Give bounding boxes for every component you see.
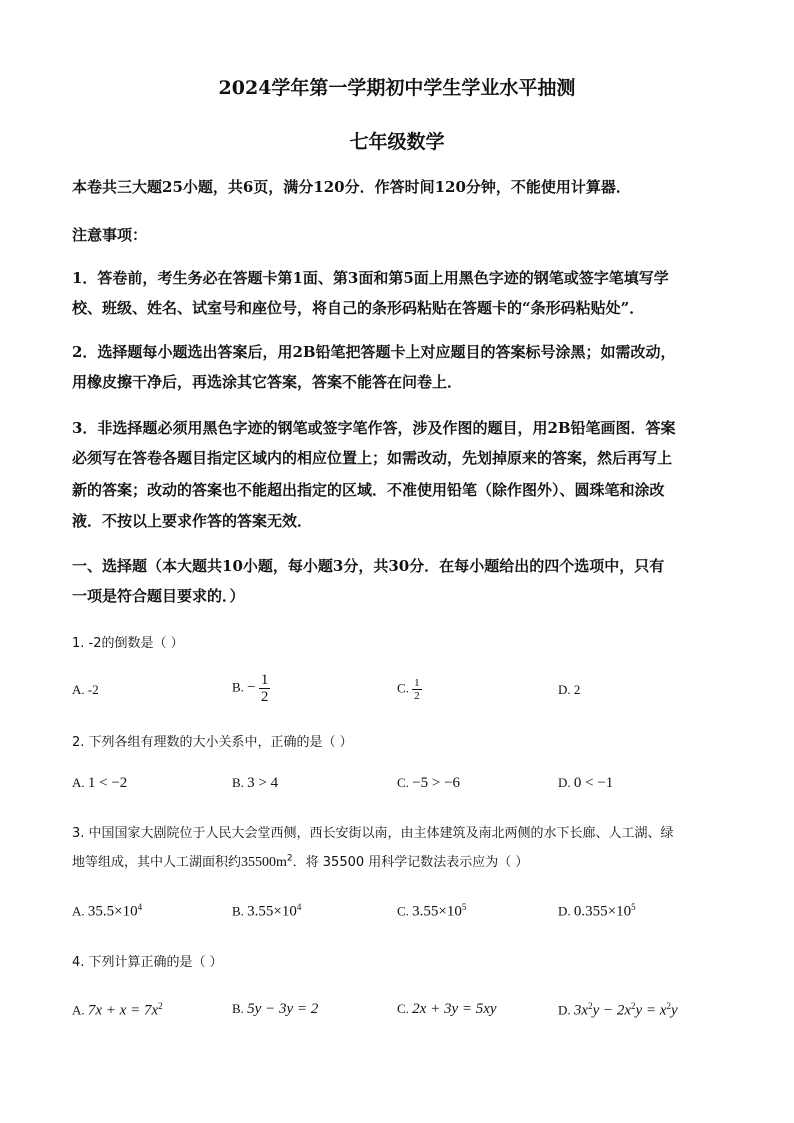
math-expression: −5 > −6 xyxy=(412,775,461,791)
minus-sign: − xyxy=(247,679,256,696)
q3-option-b xyxy=(232,902,301,920)
section-heading-cont: 一项是符合题目要求的．） xyxy=(72,587,245,605)
math-expression: 1 < −2 xyxy=(87,775,128,791)
numerator: 1 xyxy=(414,677,420,689)
q1-option-c xyxy=(397,677,422,702)
question-2-stem: 2. 下列各组有理数的大小关系中，正确的是（ ） xyxy=(72,735,353,750)
math-expression: 2x + 3y = 5xy xyxy=(412,1001,497,1017)
note-line: 液．不按以上要求作答的答案无效． xyxy=(72,512,313,530)
math-expression: y = x xyxy=(635,1002,667,1019)
q4-option-a xyxy=(72,1001,163,1019)
q2-option-d xyxy=(558,775,613,792)
math-expression: y − 2x xyxy=(592,1002,631,1019)
question-4-stem: 4. 下列计算正确的是（ ） xyxy=(72,955,223,970)
math-expression: 3.55×10 xyxy=(412,903,462,920)
q3-option-c xyxy=(397,902,466,920)
q2-option-b xyxy=(232,775,278,792)
q1-option-a: A. -2 xyxy=(72,682,99,697)
note-line: 必须写在答卷各题目指定区域内的相应位置上；如需改动，先划掉原来的答案，然后再写上 xyxy=(72,449,673,467)
option-label: A. xyxy=(72,1002,85,1018)
exponent: 2 xyxy=(588,1001,593,1011)
q4-option-c xyxy=(397,1001,497,1018)
exponent: 2 xyxy=(631,1001,636,1011)
q4-option-b xyxy=(232,1001,318,1018)
exam-subtitle: 七年级数学 xyxy=(349,131,445,153)
denominator: 2 xyxy=(260,689,269,705)
exponent: 4 xyxy=(137,902,143,912)
math-expression: 3 > 4 xyxy=(247,775,279,791)
question-3-stem: 3. 中国国家大剧院位于人民大会堂西侧，西长安街以南，由主体建筑及南北两侧的水下长廊、人工湖、绿 xyxy=(72,826,674,841)
exam-title: 2024学年第一学期初中学生学业水平抽测 xyxy=(218,77,576,99)
section-heading: 一、选择题（本大题共10小题，每小题3分，共30分．在每小题给出的四个选项中，只有 xyxy=(72,557,665,575)
q3-option-a xyxy=(72,902,142,920)
exponent: 4 xyxy=(296,902,302,912)
option-label: C. xyxy=(397,680,409,696)
note-line: 校、班级、姓名、试室号和座位号，将自己的条形码粘贴在答题卡的“条形码粘贴处”． xyxy=(72,299,645,317)
math-expression: 7x + x = 7x xyxy=(87,1002,159,1019)
math-expression: 5y − 3y = 2 xyxy=(247,1001,319,1017)
question-3-stem-cont xyxy=(72,851,528,871)
q1-option-d: D. 2 xyxy=(558,682,581,697)
stem-text: ．将 35500 用科学记数法表示应为（ ） xyxy=(292,855,529,870)
math-expression: 3x xyxy=(573,1002,589,1019)
math-expression: 0 < −1 xyxy=(573,775,614,791)
notes-heading: 注意事项： xyxy=(72,226,148,244)
math-expression: 3.55×10 xyxy=(247,903,297,920)
math-expression: 0.355×10 xyxy=(573,903,632,920)
note-line: 用橡皮擦干净后，再选涂其它答案，答案不能答在问卷上． xyxy=(72,373,463,391)
q4-option-d xyxy=(558,1001,678,1019)
note-line: 3．非选择题必须用黑色字迹的钢笔或签字笔作答，涉及作图的题目，用2B铅笔画图．答案 xyxy=(72,419,676,437)
q2-option-c xyxy=(397,775,460,792)
denominator: 2 xyxy=(414,690,420,702)
math-expression: y xyxy=(670,1002,678,1019)
exponent: 2 xyxy=(666,1001,671,1011)
numerator: 1 xyxy=(260,672,269,688)
exponent: 5 xyxy=(461,902,467,912)
option-label: B. xyxy=(232,775,244,790)
note-line: 1．答卷前，考生务必在答题卡第1面、第3面和第5面上用黑色字迹的钢笔或签字笔填写学 xyxy=(72,269,669,287)
q2-option-a xyxy=(72,775,127,792)
stem-text: 地等组成，其中人工湖面积约 xyxy=(72,855,242,870)
exponent: 2 xyxy=(286,853,293,864)
q1-option-b xyxy=(232,672,270,705)
q3-option-d xyxy=(558,902,636,920)
option-label: D. xyxy=(558,903,571,919)
option-label: B. xyxy=(232,903,244,919)
option-label: B. xyxy=(232,1001,244,1016)
exponent: 2 xyxy=(158,1001,163,1011)
exponent: 5 xyxy=(631,902,636,912)
option-label: B. xyxy=(232,679,244,695)
option-label: D. xyxy=(558,775,571,790)
option-label: D. xyxy=(558,1002,571,1018)
option-label: C. xyxy=(397,903,409,919)
area-value: 35500m xyxy=(241,855,287,870)
fraction xyxy=(412,677,422,702)
option-label: A. xyxy=(72,775,85,790)
option-label: C. xyxy=(397,775,409,790)
option-label: C. xyxy=(397,1001,409,1016)
question-1-stem: 1. -2的倒数是（ ） xyxy=(72,636,184,651)
note-line: 新的答案；改动的答案也不能超出指定的区域．不准使用铅笔（除作图外）、圆珠笔和涂改 xyxy=(72,481,665,499)
fraction xyxy=(259,672,271,705)
option-label: A. xyxy=(72,903,85,919)
math-expression: 35.5×10 xyxy=(87,903,138,920)
note-line: 2．选择题每小题选出答案后，用2B铅笔把答题卡上对应题目的答案标号涂黑；如需改动， xyxy=(72,343,676,361)
intro-text: 本卷共三大题25小题，共6页，满分120分．作答时间120分钟，不能使用计算器． xyxy=(72,178,631,196)
